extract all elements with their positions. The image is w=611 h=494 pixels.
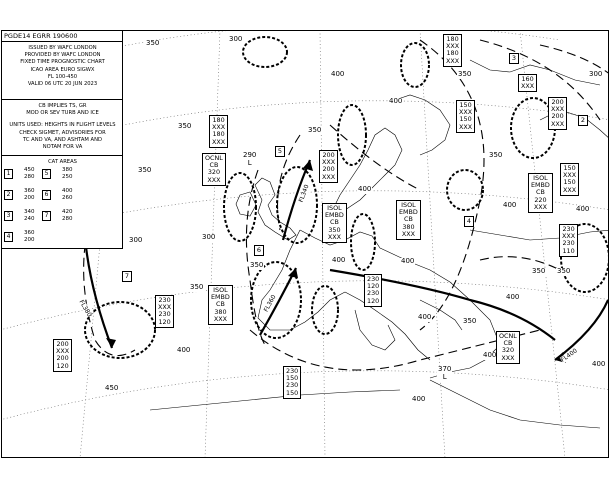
icing-label	[283, 366, 301, 399]
header-divider	[2, 99, 123, 100]
cat-number: 6	[42, 190, 51, 200]
tropopause-height: 450	[105, 384, 119, 392]
icing-line: XXX	[158, 303, 172, 312]
issuance-line: VALID 06 UTC 20 JUN 2023	[27, 81, 98, 88]
cat-area-marker: 3	[509, 53, 519, 64]
cat-number: 5	[42, 169, 51, 179]
tropopause-height: 350	[138, 166, 152, 174]
cat-bottom: 200	[24, 195, 35, 201]
note-line: TC AND VA, AND ASHTAM AND	[23, 136, 102, 143]
cat-number: 1	[4, 169, 13, 179]
tropopause-box	[518, 74, 537, 92]
note-line: MOD OR SEV TURB AND ICE	[26, 110, 99, 117]
jet-flight-level: FL380	[77, 298, 93, 319]
tropopause-height: 400	[503, 201, 517, 209]
tropopause-low-marker: L	[442, 372, 447, 381]
tropopause-low-value: 290	[243, 151, 257, 159]
icing-line: 200	[551, 98, 564, 106]
cb-line: XXX	[327, 232, 341, 241]
tropopause-height: 400	[331, 70, 345, 78]
icing-line: XXX	[56, 347, 70, 356]
chart-id: PGDE14 EGRR 190600	[4, 32, 78, 40]
cb-line: EMBD	[325, 211, 344, 220]
icing-line: XXX	[459, 122, 473, 131]
icing-line: XXX	[551, 105, 565, 114]
cb-line: CB	[404, 215, 413, 224]
cb-line: 320	[207, 168, 221, 177]
icing-line: 150	[563, 178, 576, 187]
cat-top: 420	[62, 209, 73, 215]
tropopause-low	[437, 366, 452, 381]
tropopause-height: 350	[250, 261, 264, 269]
tropopause-height: 400	[506, 293, 520, 301]
cat-top: 340	[24, 209, 35, 215]
cb-line: EMBD	[211, 293, 230, 302]
icing-line: 200	[551, 112, 564, 121]
icing-line: 120	[56, 361, 69, 370]
icing-label	[155, 295, 174, 328]
icing-line: XXX	[446, 56, 460, 65]
icing-line: 150	[563, 164, 576, 172]
icing-label	[456, 100, 475, 133]
header-divider	[2, 155, 123, 156]
tropopause-height: 400	[177, 346, 191, 354]
icing-line: XXX	[563, 185, 577, 194]
tropopause-height: 400	[418, 313, 432, 321]
tropopause-height: 400	[592, 360, 606, 368]
issuance-line: ISSUED BY WAFC LONDON	[28, 45, 97, 51]
jet-flight-level: FL400	[559, 347, 579, 364]
cat-area-marker: 6	[254, 245, 264, 256]
tropopause-height: 350	[458, 70, 472, 78]
cat-area-marker: 7	[122, 271, 132, 282]
icing-line: 120	[158, 317, 171, 326]
cat-number: 3	[4, 211, 13, 221]
icing-label	[53, 339, 72, 372]
note-line: CHECK SIGMET, ADVISORIES FOR	[19, 129, 106, 136]
issuance-line: FL 100-450	[47, 73, 78, 80]
cb-line: OCNL	[205, 154, 223, 162]
cb-line: XXX	[533, 202, 547, 211]
cb-line: ISOL	[533, 174, 548, 182]
tropopause-height: 350	[463, 317, 477, 325]
icing-line: 180	[212, 130, 225, 139]
icing-line: 230	[158, 296, 171, 304]
cb-line: CB	[503, 339, 513, 348]
tropopause-height: 350	[190, 283, 204, 291]
tropopause-height: 350	[308, 126, 322, 134]
icing-line: 230	[367, 289, 380, 298]
cb-line: CB	[330, 218, 339, 227]
cb-line: 220	[534, 195, 547, 204]
icing-line: XXX	[322, 158, 336, 167]
cb-line: 320	[501, 346, 515, 355]
icing-line: 110	[562, 246, 575, 255]
icing-line: 200	[56, 340, 69, 348]
cat-areas-title: CAT AREAS	[48, 159, 77, 165]
cb-line: XXX	[213, 314, 227, 323]
note-line: CB IMPLIES TS, GR	[38, 103, 87, 109]
icing-line: 200	[56, 354, 69, 363]
icing-label	[443, 34, 462, 67]
tropopause-low	[242, 152, 257, 167]
cb-label	[208, 285, 233, 325]
cb-label	[322, 203, 347, 243]
cb-label	[528, 173, 553, 213]
cat-number: 7	[42, 211, 51, 221]
cb-label	[202, 153, 226, 186]
icing-line: 180	[446, 35, 459, 43]
icing-line: 120	[367, 296, 380, 305]
icing-line: XXX	[551, 119, 565, 128]
note-line: NOTAM FOR VA	[42, 144, 83, 151]
cat-bottom: 280	[24, 174, 35, 180]
tropopause-height: 300	[229, 35, 243, 43]
cat-area-marker: 2	[578, 115, 588, 126]
icing-line: XXX	[459, 108, 473, 117]
cb-line: OCNL	[499, 332, 517, 340]
icing-line: 230	[562, 225, 575, 233]
header-divider	[2, 41, 123, 42]
tropopause-height: 400	[389, 97, 403, 105]
cat-top: 360	[24, 230, 35, 236]
chart-header	[1, 30, 123, 249]
icing-line: 150	[459, 101, 472, 109]
tropopause-low-value: 370	[438, 365, 452, 373]
tropopause-height: 400	[401, 257, 415, 265]
icing-line: 150	[286, 388, 299, 397]
icing-line: 230	[286, 381, 299, 390]
icing-line: 180	[446, 49, 459, 58]
chart-notes	[2, 103, 123, 151]
icing-label	[319, 150, 338, 183]
issuance-line: PROVIDED BY WAFC LONDON	[24, 52, 101, 59]
tropopause-height: 300	[129, 236, 143, 244]
tropopause-height: 350	[489, 151, 503, 159]
tropopause-height: 400	[332, 256, 346, 264]
cat-bottom: 260	[62, 195, 73, 201]
icing-line: XXX	[446, 42, 460, 51]
icing-line: 230	[158, 310, 171, 319]
tropopause-low-marker: L	[247, 158, 252, 167]
cat-area-marker: 5	[275, 146, 285, 157]
tropopause-height: 400	[412, 395, 426, 403]
cb-line: ISOL	[401, 201, 416, 209]
icing-label	[548, 97, 567, 130]
cb-line: XXX	[401, 229, 415, 238]
cb-line: 380	[214, 307, 227, 316]
icing-line: XXX	[563, 171, 577, 180]
cat-bottom: 240	[24, 216, 35, 222]
icing-line: 150	[459, 115, 472, 124]
cb-label	[396, 200, 421, 240]
icing-line: 200	[322, 151, 335, 159]
cb-line: EMBD	[399, 208, 418, 217]
tropopause-height: 400	[358, 185, 372, 193]
tropopause-height: 300	[202, 233, 216, 241]
cb-line: 350	[328, 225, 341, 234]
jet-flight-level: FL340	[297, 183, 311, 204]
tropopause-height: 300	[589, 70, 603, 78]
cb-line: CB	[216, 300, 225, 309]
cat-top: 360	[24, 188, 35, 194]
cat-number: 4	[4, 232, 13, 242]
cat-top: 400	[62, 188, 73, 194]
icing-line: 200	[322, 165, 335, 174]
icing-line: XXX	[212, 137, 226, 146]
icing-line: 180	[212, 116, 225, 124]
tropopause-height: 350	[532, 267, 546, 275]
cb-line: EMBD	[531, 181, 550, 190]
cb-line: ISOL	[327, 204, 342, 212]
icing-label	[364, 274, 382, 307]
cb-line: ISOL	[213, 286, 228, 294]
tropopause-height: 400	[576, 205, 590, 213]
tropopause-height: 350	[557, 267, 571, 275]
icing-line: XXX	[322, 172, 336, 181]
cat-area-marker: 4	[464, 216, 474, 227]
tropopause-value: 160	[521, 75, 534, 83]
icing-line: 230	[286, 367, 299, 375]
icing-label	[559, 224, 578, 257]
icing-line: 150	[286, 374, 299, 383]
cb-label	[496, 331, 520, 364]
icing-line: 230	[562, 239, 575, 248]
issuance-line: FIXED TIME PROGNOSTIC CHART	[20, 59, 105, 66]
icing-line: 230	[367, 275, 380, 283]
cat-top: 450	[24, 167, 35, 173]
jet-flight-level: FL360	[262, 293, 278, 314]
issuance-info	[2, 45, 123, 88]
tropopause-height: 350	[146, 39, 160, 47]
icing-line: XXX	[212, 123, 226, 132]
cb-line: CB	[209, 161, 219, 170]
icing-line: 120	[367, 282, 380, 291]
cat-bottom: 200	[24, 237, 35, 243]
icing-label	[560, 163, 579, 196]
icing-label	[209, 115, 228, 148]
cat-bottom: 280	[62, 216, 73, 222]
icing-line: XXX	[562, 232, 576, 241]
tropopause-height: 350	[178, 122, 192, 130]
cb-line: CB	[536, 188, 545, 197]
cat-bottom: 250	[62, 174, 73, 180]
cb-line: XXX	[207, 175, 221, 184]
note-line: UNITS USED: HEIGHTS IN FLIGHT LEVELS	[9, 122, 116, 129]
tropopause-height: 400	[483, 351, 497, 359]
issuance-line: ICAO AREA EURO SIGWX	[30, 66, 95, 73]
cat-top: 380	[62, 167, 73, 173]
cb-line: 380	[402, 222, 415, 231]
cat-number: 2	[4, 190, 13, 200]
cb-line: XXX	[501, 353, 515, 362]
tropopause-value: XXX	[521, 82, 535, 91]
